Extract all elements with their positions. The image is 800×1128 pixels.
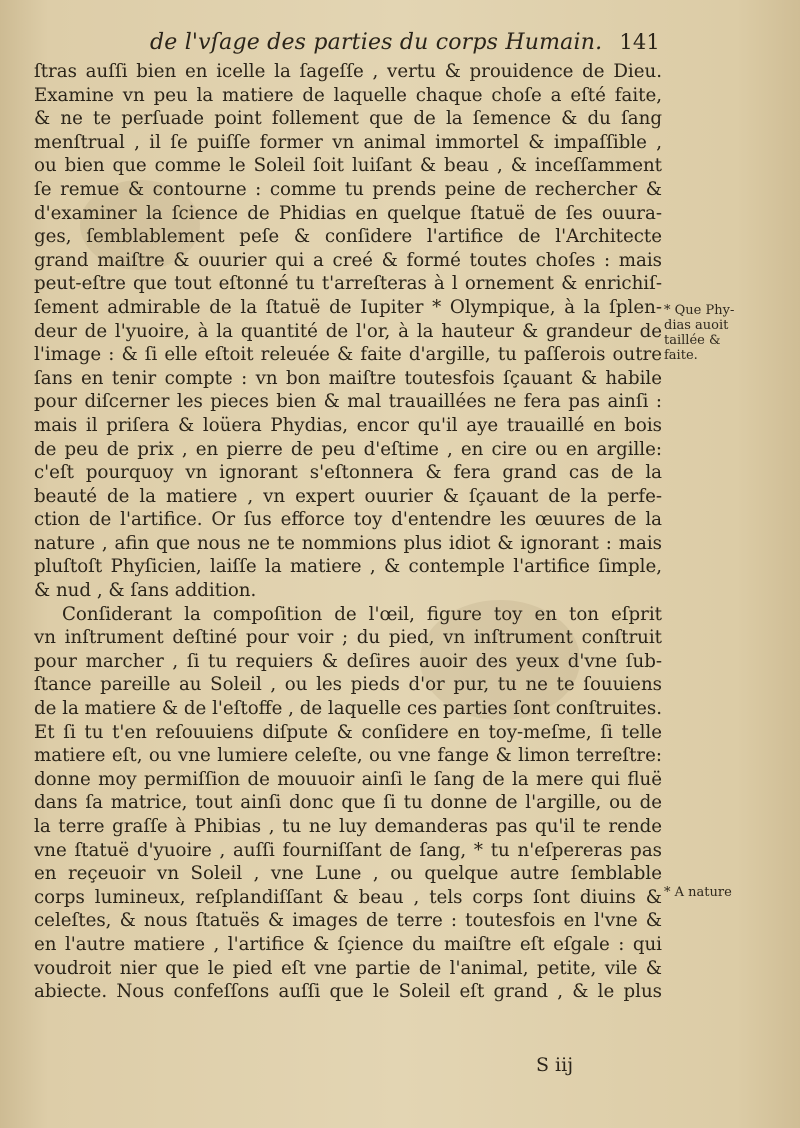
text-line: en reçeuoir vn Soleil , vne Lune , ou quelque autre ſemblable	[34, 863, 662, 885]
text-line: ſans en tenir compte : vn bon maiſtre toutesfois ſçauant & habile	[34, 367, 662, 389]
text-line: Et ſi tu t'en reſouuiens diſpute & conſidere en toy-meſme, ſi telle	[34, 721, 662, 743]
text-line: abiecte. Nous confeſſons auſſi que le Soleil eſt grand , & le plus	[34, 981, 662, 1003]
margin-note-line: * Que Phy-	[664, 303, 735, 318]
text-line: de peu de prix , en pierre de peu d'eſtime , en cire ou en argille:	[34, 438, 662, 460]
text-line: de la matiere & de l'eſtoffe , de laquelle ces parties ſont conſtruites.	[34, 698, 662, 720]
text-line: ction de l'artifice. Or ſus efforce toy d'entendre les œuures de la	[34, 509, 662, 531]
margin-note-nature: * A nature	[664, 885, 732, 900]
text-line: grand maiſtre & ouurier qui a creé & formé toutes choſes : mais	[34, 249, 662, 271]
text-line: pour marcher , ſi tu requiers & deſires auoir des yeux d'vne ſub-	[34, 650, 662, 672]
text-line: voudroit nier que le pied eſt vne partie de l'animal, petite, vile &	[34, 957, 662, 979]
text-line: ſe remue & contourne : comme tu prends peine de rechercher &	[34, 178, 662, 200]
text-line: c'eſt pourquoy vn ignorant s'eſtonnera & fera grand cas de la	[34, 462, 662, 484]
text-line: celeſtes, & nous ſtatuës & images de terre : toutesfois en l'vne &	[34, 910, 662, 932]
text-line: Examine vn peu la matiere de laquelle chaque choſe a eſté faite,	[34, 84, 662, 106]
text-line: nature , afin que nous ne te nommions plus idiot & ignorant : mais	[34, 532, 662, 554]
text-line: donne moy permiſſion de mouuoir ainſi le ſang de la mere qui fluë	[34, 768, 662, 790]
margin-note-phidias	[664, 303, 744, 363]
text-line: & ne te perſuade point follement que de la ſemence & du ſang	[34, 108, 662, 130]
text-line: en l'autre matiere , l'artifice & ſçience du maiſtre eſt eſgale : qui	[34, 933, 662, 955]
page-header	[150, 30, 660, 60]
page-number: 141	[619, 30, 660, 54]
text-line: mais il priſera & loüera Phydias, encor qu'il aye trauaillé en bois	[34, 414, 662, 436]
text-line: ſtras auſſi bien en icelle la ſageſſe , vertu & prouidence de Dieu.	[34, 61, 662, 82]
text-line: dans ſa matrice, tout ainſi donc que ſi tu donne de l'argille, ou de	[34, 792, 662, 814]
text-line: pluſtoſt Phyſicien, laiſſe la matiere , & contemple l'artifice ſimple,	[34, 556, 662, 578]
text-line: d'examiner la ſcience de Phidias en quelque ſtatuë de ſes ouura-	[34, 202, 662, 224]
text-line: ges, ſemblablement peſe & conſidere l'artifice de l'Architecte	[34, 226, 662, 248]
signature-mark: S iij	[536, 1054, 574, 1076]
running-title: de l'vſage des parties du corps Humain.	[150, 30, 603, 55]
text-line: beauté de la matiere , vn expert ouurier & ſçauant de la perfe-	[34, 485, 662, 507]
text-line: ſement admirable de la ſtatuë de Iupiter * Olympique, à la ſplen-	[34, 296, 662, 318]
margin-note-line: taillée &	[664, 333, 721, 348]
text-line: peut-eſtre que tout eſtonné tu t'arreſteras à l ornement & enrichiſ-	[34, 273, 662, 295]
text-line: vne ſtatuë d'yuoire , auſſi fourniſſant de ſang, * tu n'eſpereras pas	[34, 839, 662, 861]
text-line: & nud , & ſans addition.	[34, 580, 257, 602]
margin-note-line: dias auoit	[664, 318, 729, 333]
text-line: deur de l'yuoire, à la quantité de l'or, à la hauteur & grandeur de	[34, 320, 662, 342]
text-line: ſtance pareille au Soleil , ou les pieds d'or pur, tu ne te ſouuiens	[34, 674, 662, 696]
text-line: menſtrual , il ſe puiſſe former vn animal immortel & impaſſible ,	[34, 131, 662, 153]
text-line: la terre graſſe à Phibias , tu ne luy demanderas pas qu'il te rende	[34, 816, 662, 837]
text-line: l'image : & ſi elle eſtoit releuée & faite d'argille, tu paſſerois outre	[34, 344, 662, 366]
text-line: Conſiderant la compoſition de l'œil, figure toy en ton eſprit	[62, 603, 662, 625]
text-line: corps lumineux, reſplandiſſant & beau , tels corps ſont diuins &	[34, 886, 662, 908]
text-line: matiere eſt, ou vne lumiere celeſte, ou vne fange & limon terreſtre:	[34, 745, 662, 767]
text-line: pour diſcerner les pieces bien & mal trauaillées ne fera pas ainſi :	[34, 391, 662, 413]
text-line: vn inſtrument deſtiné pour voir ; du pied, vn inſtrument conſtruit	[34, 627, 662, 649]
text-line: ou bien que comme le Soleil ſoit luiſant & beau , & inceſſamment	[34, 155, 662, 177]
margin-note-line: faite.	[664, 348, 698, 363]
body-text	[34, 60, 662, 1004]
